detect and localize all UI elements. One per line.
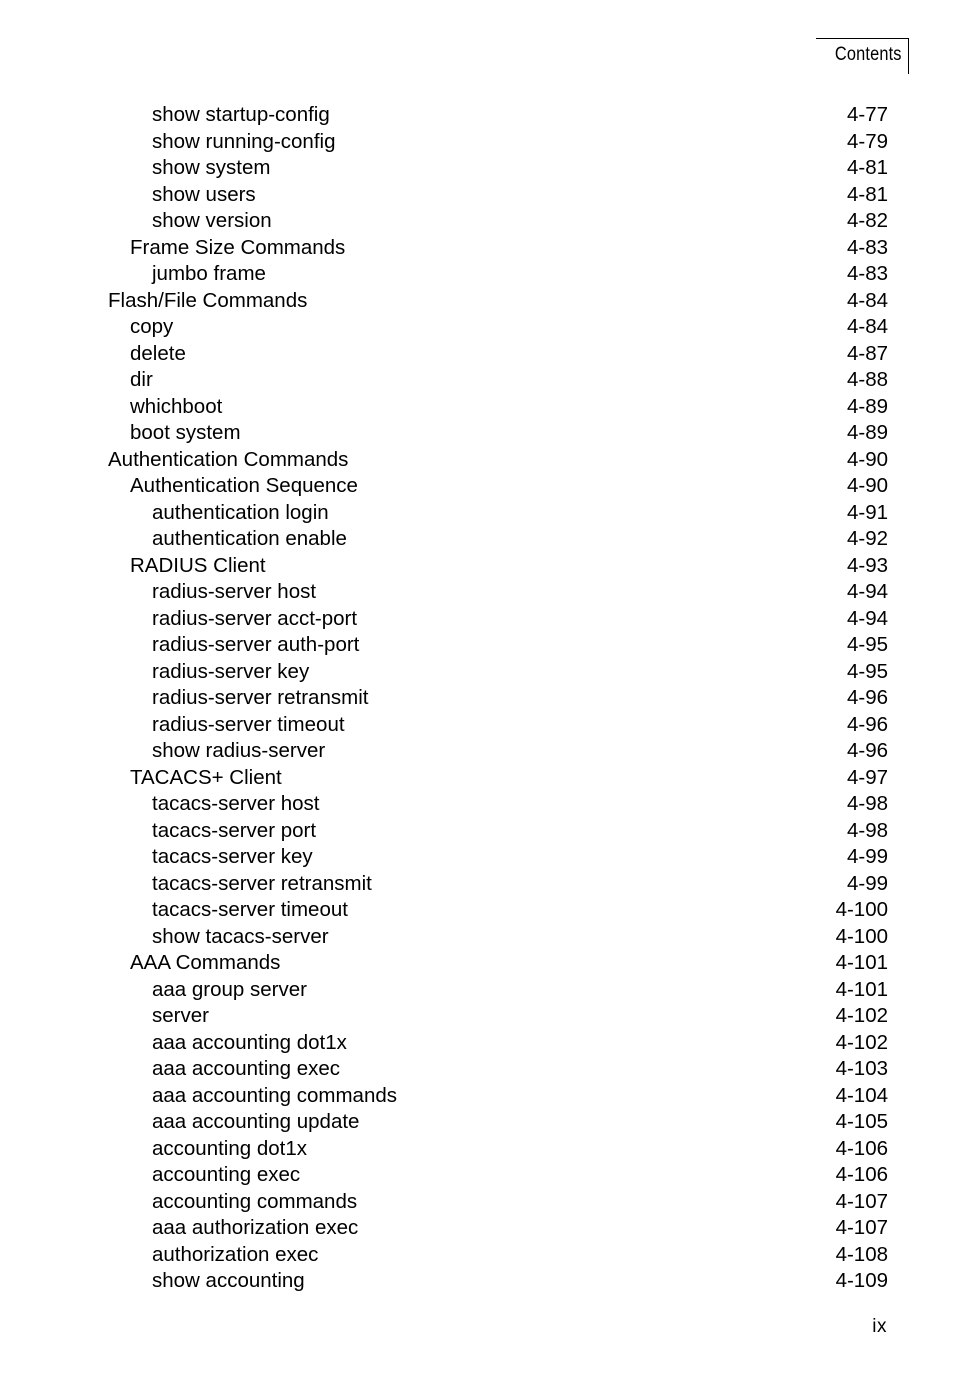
toc-entry-page: 4-83 — [846, 235, 888, 259]
toc-entry[interactable] — [108, 818, 888, 845]
footer-page-number: ix — [872, 1316, 887, 1337]
toc-entry-label: Flash/File Commands — [108, 288, 308, 312]
toc-entry[interactable] — [108, 606, 888, 633]
toc-entry[interactable] — [108, 1083, 888, 1110]
toc-entry-label: tacacs-server timeout — [152, 898, 348, 921]
toc-entry-label: accounting dot1x — [152, 1136, 308, 1160]
toc-entry-label: server — [152, 1004, 209, 1027]
toc-entry-label: Frame Size Commands — [130, 235, 346, 259]
toc-entry[interactable] — [108, 473, 888, 500]
toc-entry-page: 4-96 — [846, 686, 888, 709]
toc-entry-page: 4-90 — [846, 447, 888, 471]
toc-entry-page: 4-77 — [846, 103, 888, 126]
toc-entry-page: 4-105 — [835, 1110, 888, 1133]
toc-entry-label: authorization exec — [152, 1242, 319, 1266]
toc-entry[interactable] — [108, 394, 888, 421]
toc-entry[interactable] — [108, 1162, 888, 1189]
toc-entry[interactable] — [108, 500, 888, 527]
toc-entry[interactable] — [108, 447, 888, 474]
toc-entry-page: 4-101 — [835, 951, 888, 974]
toc-entry[interactable] — [108, 341, 888, 368]
toc-entry-label: radius-server key — [152, 659, 310, 683]
toc-entry[interactable] — [108, 420, 888, 447]
toc-entry[interactable] — [108, 791, 888, 818]
toc-entry-label: aaa authorization exec — [152, 1216, 359, 1239]
toc-entry-page: 4-94 — [846, 606, 888, 630]
toc-entry-page: 4-88 — [846, 368, 888, 391]
toc-entry[interactable] — [108, 526, 888, 553]
toc-entry[interactable] — [108, 1242, 888, 1269]
toc-entry-label: aaa accounting exec — [152, 1057, 341, 1080]
toc-entry-page: 4-102 — [835, 1030, 888, 1054]
toc-entry[interactable] — [108, 367, 888, 394]
toc-entry-label: show tacacs-server — [152, 924, 329, 948]
toc-entry-label: tacacs-server host — [152, 792, 320, 815]
toc-entry-page: 4-84 — [846, 315, 888, 338]
table-of-contents — [108, 102, 888, 1295]
toc-entry-page: 4-96 — [846, 739, 888, 762]
toc-entry-page: 4-98 — [846, 792, 888, 815]
toc-entry-label: aaa group server — [152, 977, 307, 1001]
toc-entry-page: 4-79 — [846, 129, 888, 153]
toc-entry-label: radius-server retransmit — [152, 686, 369, 709]
toc-entry[interactable] — [108, 897, 888, 924]
toc-entry-page: 4-93 — [846, 553, 888, 577]
toc-entry[interactable] — [108, 1003, 888, 1030]
toc-entry[interactable] — [108, 924, 888, 951]
toc-entry-label: aaa accounting commands — [152, 1083, 398, 1107]
toc-entry-page: 4-96 — [846, 712, 888, 736]
toc-entry[interactable] — [108, 1189, 888, 1216]
toc-entry[interactable] — [108, 579, 888, 606]
toc-entry-label: copy — [130, 315, 174, 338]
toc-entry-label: delete — [130, 341, 186, 365]
toc-entry-label: show startup-config — [152, 103, 330, 126]
toc-entry-label: RADIUS Client — [130, 553, 266, 577]
toc-entry-page: 4-87 — [846, 341, 888, 365]
toc-entry-page: 4-107 — [835, 1189, 888, 1213]
toc-entry-page: 4-95 — [846, 659, 888, 683]
toc-entry-label: radius-server timeout — [152, 712, 345, 736]
toc-entry-page: 4-103 — [835, 1057, 888, 1080]
toc-entry[interactable] — [108, 632, 888, 659]
toc-entry[interactable] — [108, 1056, 888, 1083]
toc-entry-page: 4-100 — [835, 898, 888, 921]
toc-entry-page: 4-92 — [846, 527, 888, 550]
toc-entry-label: radius-server auth-port — [152, 633, 360, 656]
toc-entry-page: 4-104 — [835, 1083, 888, 1107]
toc-entry-page: 4-82 — [846, 209, 888, 232]
toc-entry-page: 4-100 — [835, 924, 888, 948]
toc-entry-label: accounting commands — [152, 1189, 358, 1213]
toc-entry[interactable] — [108, 102, 888, 129]
toc-entry[interactable] — [108, 155, 888, 182]
toc-entry[interactable] — [108, 235, 888, 262]
toc-entry-label: accounting exec — [152, 1163, 301, 1186]
toc-entry[interactable] — [108, 1030, 888, 1057]
toc-entry-label: tacacs-server port — [152, 818, 317, 842]
toc-entry-label: show running-config — [152, 129, 336, 153]
toc-entry[interactable] — [108, 314, 888, 341]
toc-entry-page: 4-106 — [835, 1163, 888, 1186]
toc-entry[interactable] — [108, 871, 888, 898]
toc-entry-page: 4-83 — [846, 262, 888, 285]
toc-entry-page: 4-84 — [846, 288, 888, 312]
toc-entry[interactable] — [108, 977, 888, 1004]
toc-entry[interactable] — [108, 844, 888, 871]
toc-entry[interactable] — [108, 1268, 888, 1295]
toc-entry-page: 4-107 — [835, 1216, 888, 1239]
toc-entry[interactable] — [108, 659, 888, 686]
toc-entry-label: aaa accounting dot1x — [152, 1030, 347, 1054]
toc-entry[interactable] — [108, 738, 888, 765]
toc-entry-page: 4-94 — [846, 580, 888, 603]
toc-entry-page: 4-102 — [835, 1004, 888, 1027]
toc-entry-label: authentication enable — [152, 527, 347, 550]
toc-entry[interactable] — [108, 765, 888, 792]
toc-entry-label: tacacs-server key — [152, 845, 313, 868]
running-header — [816, 38, 909, 74]
toc-entry-page: 4-99 — [846, 845, 888, 868]
toc-entry-label: aaa accounting update — [152, 1110, 360, 1133]
toc-entry-page: 4-81 — [846, 156, 888, 179]
toc-entry[interactable] — [108, 261, 888, 288]
toc-entry-label: Authentication Commands — [108, 447, 349, 471]
toc-entry-label: TACACS+ Client — [130, 765, 282, 789]
header-title: Contents — [835, 44, 902, 65]
toc-entry-page: 4-97 — [846, 765, 888, 789]
toc-entry-label: authentication login — [152, 500, 329, 524]
toc-entry[interactable] — [108, 129, 888, 156]
toc-entry[interactable] — [108, 712, 888, 739]
toc-entry-page: 4-95 — [846, 633, 888, 656]
toc-entry-label: show users — [152, 182, 256, 206]
toc-entry-label: AAA Commands — [130, 951, 281, 974]
toc-entry-label: jumbo frame — [152, 262, 266, 285]
toc-entry-page: 4-89 — [846, 421, 888, 444]
toc-entry-label: show radius-server — [152, 739, 326, 762]
toc-entry-page: 4-90 — [846, 474, 888, 497]
toc-entry-label: boot system — [130, 421, 241, 444]
toc-entry-label: dir — [130, 368, 153, 391]
toc-entry-page: 4-106 — [835, 1136, 888, 1160]
toc-entry[interactable] — [108, 1109, 888, 1136]
toc-entry[interactable] — [108, 208, 888, 235]
toc-entry-page: 4-109 — [835, 1269, 888, 1292]
toc-entry[interactable] — [108, 950, 888, 977]
toc-entry-label: radius-server acct-port — [152, 606, 358, 630]
toc-entry-page: 4-108 — [835, 1242, 888, 1266]
toc-entry[interactable] — [108, 182, 888, 209]
toc-entry-page: 4-81 — [846, 182, 888, 206]
toc-entry-label: show version — [152, 209, 272, 232]
toc-entry[interactable] — [108, 1215, 888, 1242]
toc-entry-label: show system — [152, 156, 271, 179]
toc-entry-label: Authentication Sequence — [130, 474, 358, 497]
toc-entry-page: 4-101 — [835, 977, 888, 1001]
toc-entry-label: tacacs-server retransmit — [152, 871, 372, 895]
toc-entry-label: whichboot — [130, 394, 223, 418]
toc-entry-page: 4-98 — [846, 818, 888, 842]
toc-entry[interactable] — [108, 685, 888, 712]
toc-entry-label: radius-server host — [152, 580, 317, 603]
toc-entry[interactable] — [108, 553, 888, 580]
toc-entry-page: 4-89 — [846, 394, 888, 418]
toc-entry[interactable] — [108, 1136, 888, 1163]
toc-entry-page: 4-99 — [846, 871, 888, 895]
toc-entry-page: 4-91 — [846, 500, 888, 524]
toc-entry[interactable] — [108, 288, 888, 315]
toc-entry-label: show accounting — [152, 1269, 305, 1292]
